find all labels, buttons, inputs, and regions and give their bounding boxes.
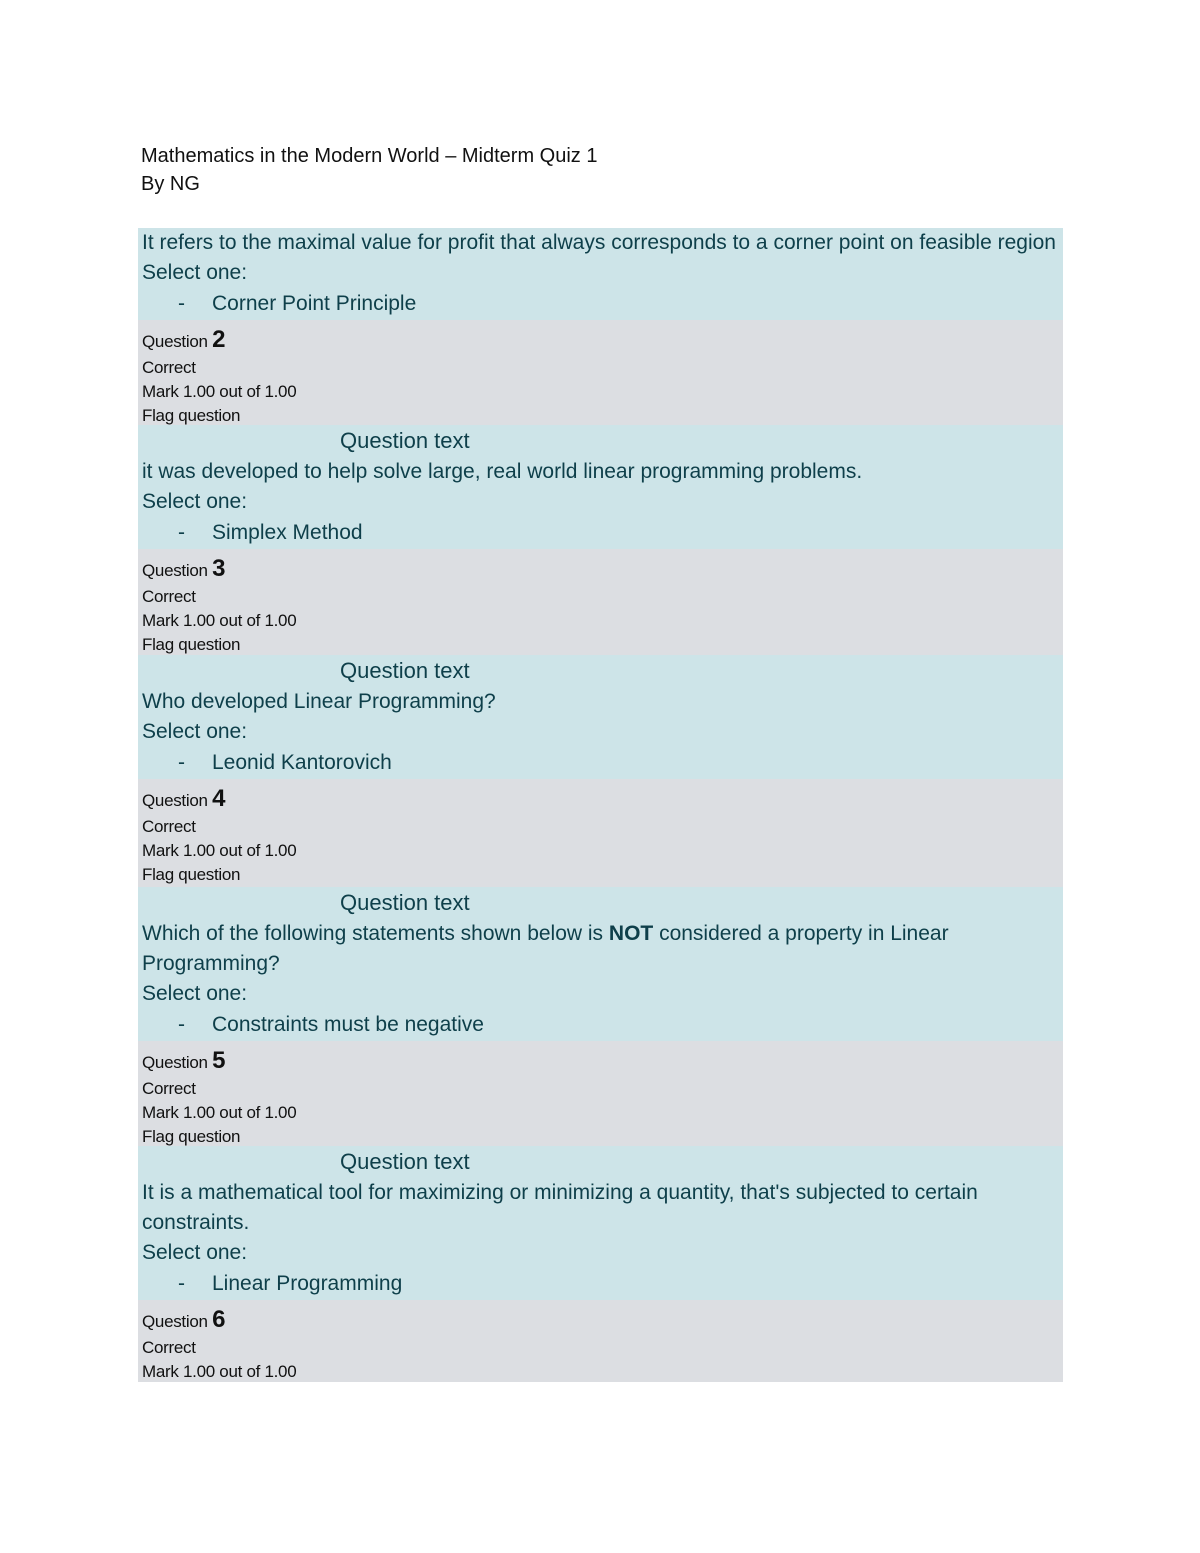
question-2-info xyxy=(138,320,1063,425)
answer-text: Constraints must be negative xyxy=(212,1013,484,1036)
question-1-body xyxy=(138,228,1063,320)
answer-text: Simplex Method xyxy=(212,521,363,544)
question-text-heading: Question text xyxy=(340,428,470,453)
question-1-prompt: It refers to the maximal value for profit that always corresponds to a corner point on feasible region xyxy=(142,231,1056,254)
quiz-content xyxy=(138,228,1063,1382)
question-2-body xyxy=(138,425,1063,549)
bullet-dash: - xyxy=(142,748,212,778)
question-label: Question xyxy=(142,561,208,580)
prompt-part: Which of the following statements shown below is xyxy=(142,922,609,945)
question-number: 4 xyxy=(212,785,226,812)
question-number: 6 xyxy=(212,1306,226,1333)
select-one-label: Select one: xyxy=(142,1241,248,1264)
question-number-row xyxy=(142,326,1059,356)
question-label: Question xyxy=(142,791,208,810)
flag-question-link[interactable]: Flag question xyxy=(142,406,241,425)
status-correct: Correct xyxy=(142,358,196,377)
document-title: Mathematics in the Modern World – Midterm Quiz 1 xyxy=(141,145,598,167)
question-3-body xyxy=(138,655,1063,779)
prompt-part: considered a property in Linear Programming? xyxy=(142,922,949,975)
question-number: 2 xyxy=(212,326,226,353)
question-text-heading: Question text xyxy=(340,658,470,683)
question-6-info xyxy=(138,1300,1063,1382)
select-one-label: Select one: xyxy=(142,720,248,743)
select-one-label: Select one: xyxy=(142,982,248,1005)
question-5-info xyxy=(138,1041,1063,1146)
bullet-dash: - xyxy=(142,1010,212,1040)
status-correct: Correct xyxy=(142,817,196,836)
status-correct: Correct xyxy=(142,587,196,606)
answer-text: Leonid Kantorovich xyxy=(212,751,392,774)
question-label: Question xyxy=(142,1312,208,1331)
question-5-prompt: It is a mathematical tool for maximizing or minimizing a quantity, that's subjected to certain constraints. xyxy=(142,1181,978,1234)
document-author: By NG xyxy=(141,173,200,195)
flag-question-link[interactable]: Flag question xyxy=(142,635,241,654)
select-one-label: Select one: xyxy=(142,261,248,284)
select-one-label: Select one: xyxy=(142,490,248,513)
question-label: Question xyxy=(142,332,208,351)
question-number-row xyxy=(142,1306,1059,1336)
question-4-info xyxy=(138,779,1063,887)
question-number-row xyxy=(142,785,1059,815)
question-4-body xyxy=(138,887,1063,1041)
question-2-answer[interactable] xyxy=(142,517,1059,549)
question-3-info xyxy=(138,549,1063,655)
status-correct: Correct xyxy=(142,1338,196,1357)
mark-text: Mark 1.00 out of 1.00 xyxy=(142,611,297,630)
bullet-dash: - xyxy=(142,289,212,319)
question-label: Question xyxy=(142,1053,208,1072)
question-number: 5 xyxy=(212,1047,226,1074)
answer-text: Corner Point Principle xyxy=(212,292,417,315)
question-text-heading: Question text xyxy=(340,890,470,915)
flag-question-link[interactable]: Flag question xyxy=(142,1127,241,1146)
question-number-row xyxy=(142,555,1059,585)
question-number: 3 xyxy=(212,555,226,582)
question-number-row xyxy=(142,1047,1059,1077)
question-2-prompt: it was developed to help solve large, real world linear programming problems. xyxy=(142,460,863,483)
question-5-answer[interactable] xyxy=(142,1268,1059,1300)
question-4-answer[interactable] xyxy=(142,1009,1059,1041)
mark-text: Mark 1.00 out of 1.00 xyxy=(142,841,297,860)
question-text-heading: Question text xyxy=(340,1149,470,1174)
flag-question-link[interactable]: Flag question xyxy=(142,865,241,884)
question-1-answer[interactable] xyxy=(142,288,1059,320)
question-4-prompt xyxy=(142,919,1059,979)
question-5-body xyxy=(138,1146,1063,1300)
mark-text: Mark 1.00 out of 1.00 xyxy=(142,1103,297,1122)
bullet-dash: - xyxy=(142,1269,212,1299)
question-3-answer[interactable] xyxy=(142,747,1059,779)
bullet-dash: - xyxy=(142,518,212,548)
question-3-prompt: Who developed Linear Programming? xyxy=(142,690,496,713)
mark-text: Mark 1.00 out of 1.00 xyxy=(142,1362,297,1381)
mark-text: Mark 1.00 out of 1.00 xyxy=(142,382,297,401)
prompt-emphasis: NOT xyxy=(608,922,654,945)
document-header xyxy=(141,142,597,198)
answer-text: Linear Programming xyxy=(212,1272,403,1295)
status-correct: Correct xyxy=(142,1079,196,1098)
